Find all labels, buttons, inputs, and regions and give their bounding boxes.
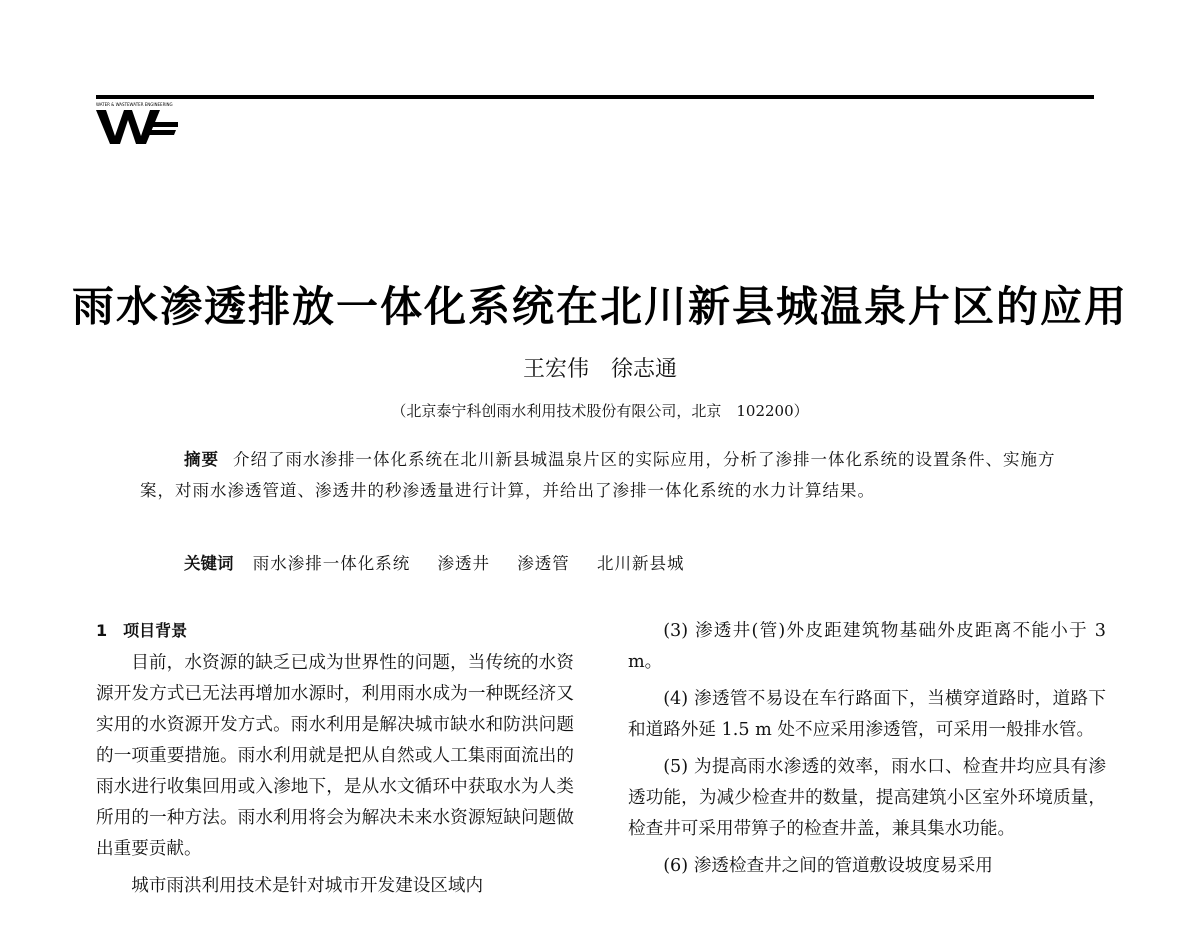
- right-column: [628, 616, 1106, 888]
- body-paragraph: 城市雨洪利用技术是针对城市开发建设区域内: [131, 876, 484, 896]
- section-number: 1: [96, 621, 108, 640]
- authors: 王宏伟 徐志通: [522, 357, 677, 382]
- left-column: [96, 616, 574, 908]
- affiliation: （北京泰宁科创雨水利用技术股份有限公司，北京 102200）: [391, 402, 809, 420]
- section-title: 项目背景: [123, 621, 188, 640]
- body-paragraph: (5) 为提高雨水渗透的效率，雨水口、检查井均应具有渗透功能，为减少检查井的数量，提高建筑小区室外环境质量，检查井可采用带箅子的检查井盖，兼具集水功能。: [628, 757, 1106, 839]
- header-rule: [96, 95, 1094, 99]
- keyword: 北川新县城: [597, 554, 685, 573]
- keyword: 雨水渗排一体化系统: [252, 554, 411, 573]
- keyword: 渗透井: [437, 554, 490, 573]
- abstract-label: 摘要: [184, 450, 219, 469]
- keyword: 渗透管: [517, 554, 570, 573]
- journal-logo-icon: [96, 108, 178, 150]
- body-paragraph: (6) 渗透检查井之间的管道敷设坡度易采用: [663, 856, 993, 876]
- section-heading: [96, 616, 574, 646]
- abstract-text: 介绍了雨水渗排一体化系统在北川新县城温泉片区的实际应用，分析了渗排一体化系统的设置条件、实施方案，对雨水渗透管道、渗透井的秒渗透量进行计算，并给出了渗排一体化系统的水力计算结果。: [140, 450, 1056, 500]
- paper-title: 雨水渗透排放一体化系统在北川新县城温泉片区的应用: [71, 282, 1128, 331]
- keywords-label: 关键词: [184, 554, 234, 573]
- keywords: [184, 550, 707, 574]
- body-paragraph: 目前，水资源的缺乏已成为世界性的问题，当传统的水资源开发方式已无法再增加水源时，利用雨水成为一种既经济又实用的水资源开发方式。雨水利用是解决城市缺水和防洪问题的一项重要措施。雨水利用就是把从自然或人工集雨面流出的雨水进行收集回用或入渗地下，是从水文循环中获取水为人类所用的一种方法。雨水利用将会为解决未来水资源短缺问题做出重要贡献。: [96, 653, 574, 859]
- body-paragraph: (3) 渗透井(管)外皮距建筑物基础外皮距离不能小于 3 m。: [628, 621, 1106, 672]
- journal-tag: WATER & WASTEWATER ENGINEERING: [96, 102, 173, 107]
- abstract: [140, 444, 1070, 506]
- body-paragraph: (4) 渗透管不易设在车行路面下，当横穿道路时，道路下和道路外延 1.5 m 处不应采用渗透管，可采用一般排水管。: [628, 689, 1106, 740]
